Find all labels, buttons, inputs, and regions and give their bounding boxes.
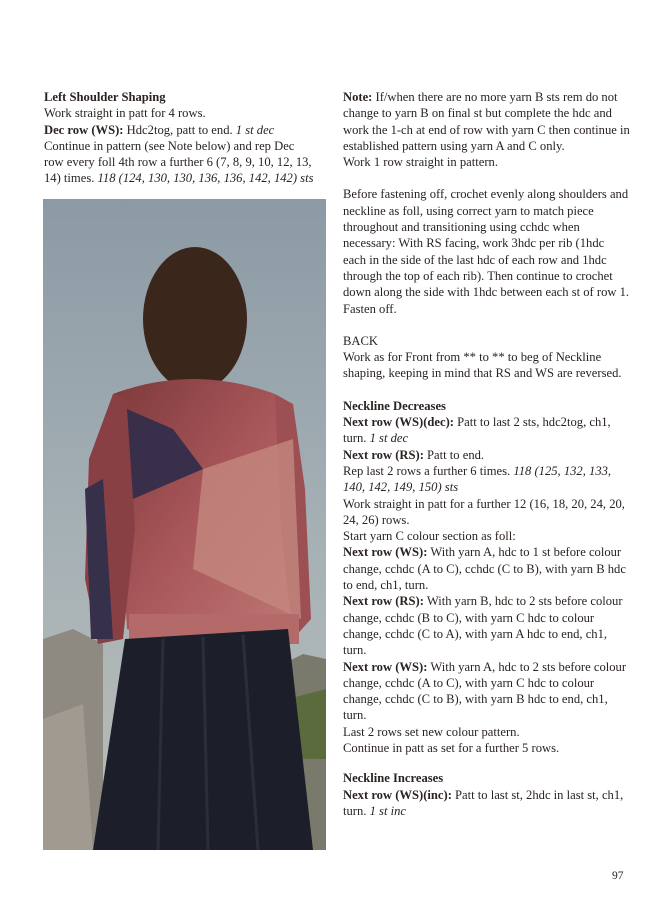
- row-instruction: Rep last 2 rows a further 6 times. 118 (125, 132, 133, 140, 142, 149, 150) sts: [343, 463, 612, 495]
- page-number: 97: [612, 870, 624, 882]
- instruction-line: Work 1 row straight in pattern.: [343, 155, 498, 170]
- row-instruction: Start yarn C colour section as foll:: [343, 529, 516, 544]
- left-column: [44, 89, 324, 187]
- right-column: [343, 89, 630, 819]
- row-instruction: Next row (WS): With yarn A, hdc to 2 sts before colour change, cchdc (A to C), with yarn C hdc to colour change, cchdc (C to B), with yarn B hdc to end, ch1, turn.: [343, 659, 627, 723]
- row-instruction: Work straight in patt for a further 12 (16, 18, 20, 24, 20, 24, 26) rows.: [343, 496, 625, 527]
- section-heading-back: BACK: [343, 333, 378, 348]
- instruction-line: Work straight in patt for 4 rows.: [44, 106, 206, 121]
- note-paragraph: Note: If/when there are no more yarn B sts rem do not change to yarn B on final st but complete the hdc and work the 1-ch at end of row with yarn C then continue in established pattern using yarn A and C only.: [343, 90, 630, 153]
- row-instruction: Next row (RS): With yarn B, hdc to 2 sts before colour change, cchdc (B to C), with yarn C hdc to colour change, cchdc (C to A), with yarn A hdc to end, ch1, turn.: [343, 594, 623, 658]
- row-instruction: Next row (RS): Patt to end.: [343, 447, 485, 462]
- row-instruction: Last 2 rows set new colour pattern.: [343, 724, 520, 739]
- row-instruction: Next row (WS)(dec): Patt to last 2 sts, hdc2tog, ch1, turn. 1 st dec: [343, 415, 611, 446]
- instruction-line: 14) times. 118 (124, 130, 130, 136, 136, 142, 142) sts: [44, 171, 314, 186]
- row-instruction: Continue in patt as set for a further 5 rows.: [343, 740, 560, 755]
- row-instruction: Next row (WS)(inc): Patt to last st, 2hdc in last st, ch1, turn. 1 st inc: [343, 787, 624, 818]
- dec-row-instruction: Dec row (WS): Hdc2tog, patt to end. 1 st dec: [44, 122, 275, 137]
- fasten-off-paragraph: Before fastening off, crochet evenly along shoulders and neckline as foll, using correct yarn to match piece throughout and transitioning using cchdc when necessary: With RS facing, work 3hdc per rib (1hdc each in the side of the last hdc of each row and 1hdc through the top of each rib). Then continue to crochet down along the side with 1hdc between each st of row 1. Fasten off.: [343, 187, 630, 316]
- instruction-line: row every foll 4th row a further 6 (7, 8, 9, 10, 12, 13,: [44, 155, 312, 170]
- model-photo: [43, 199, 326, 850]
- row-instruction: Next row (WS): With yarn A, hdc to 1 st before colour change, cchdc (A to C), cchdc (C to B), with yarn B hdc to end, ch1, turn.: [343, 545, 626, 593]
- back-instruction: Work as for Front from ** to ** to beg of Neckline shaping, keeping in mind that RS and WS are reversed.: [343, 350, 622, 381]
- section-heading-left-shoulder: Left Shoulder Shaping: [44, 90, 166, 104]
- section-heading-neckline-increases: Neckline Increases: [343, 771, 444, 786]
- section-heading-neckline-decreases: Neckline Decreases: [343, 398, 446, 413]
- instruction-line: Continue in pattern (see Note below) and rep Dec: [44, 138, 295, 153]
